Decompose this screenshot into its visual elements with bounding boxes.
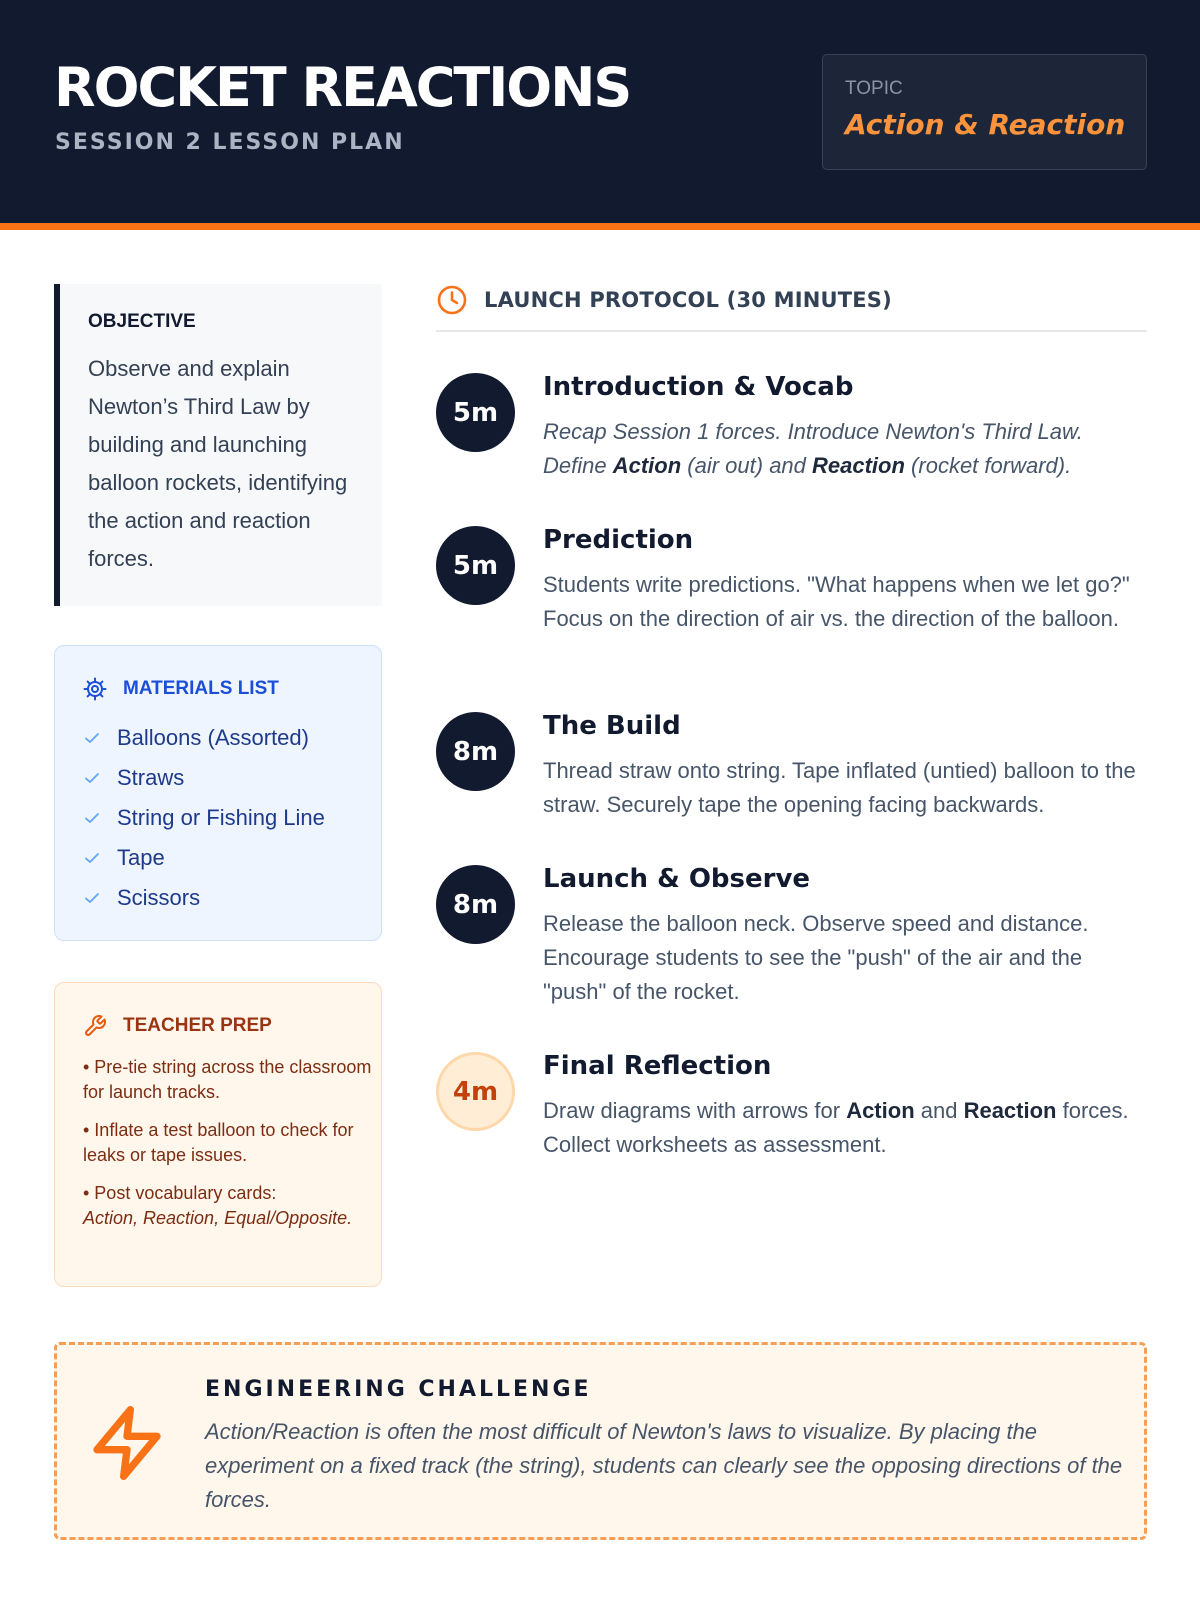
step-description: Students write predictions. "What happens when we let go?" Focus on the direction of air vs. the direction of the balloon.: [543, 572, 1130, 631]
topic-box: [822, 54, 1147, 170]
step-title: Launch & Observe: [543, 864, 811, 894]
material-item-label: Straws: [117, 765, 185, 790]
material-item-label: Balloons (Assorted): [117, 725, 309, 750]
teacher-prep-card: [54, 982, 382, 1287]
list-item: [83, 798, 325, 838]
step-title: The Build: [543, 711, 681, 741]
objective-card: [54, 284, 382, 606]
challenge-heading: ENGINEERING CHALLENGE: [205, 1377, 592, 1402]
check-icon: [83, 769, 101, 787]
step-title: Prediction: [543, 525, 694, 555]
check-icon: [83, 809, 101, 827]
clock-icon: [436, 284, 468, 316]
prep-heading: TEACHER PREP: [123, 1015, 272, 1036]
material-item-label: Tape: [117, 845, 165, 870]
list-item: [83, 718, 325, 758]
topic-value: Action & Reaction: [845, 108, 1126, 141]
step-description: Release the balloon neck. Observe speed and distance. Encourage students to see the "push" of the air and the "push" of the rocket.: [543, 911, 1089, 1004]
prep-item: • Pre-tie string across the classroom for launch tracks.: [83, 1057, 372, 1102]
step-text: Draw diagrams with arrows for: [543, 1098, 847, 1123]
wrench-icon: [83, 1014, 107, 1038]
topic-label: TOPIC: [845, 78, 903, 99]
check-icon: [83, 889, 101, 907]
step-description: [543, 1094, 1143, 1162]
prep-list: [83, 1055, 373, 1244]
prep-header: [83, 1011, 272, 1041]
step-text: (air out) and: [681, 453, 813, 478]
page-title: ROCKET REACTIONS: [54, 56, 631, 119]
prep-item: [83, 1181, 373, 1231]
step-term-reaction: Reaction: [812, 453, 905, 478]
engineering-challenge-box: [54, 1342, 1147, 1540]
step-text: and: [914, 1098, 964, 1123]
objective-text: Observe and explain Newton’s Third Law by building and launching balloon rockets, identifying the action and reaction forces.: [88, 356, 348, 571]
prep-item: • Inflate a test balloon to check for leaks or tape issues.: [83, 1120, 354, 1165]
step-time-badge: 8m: [436, 865, 515, 944]
check-icon: [83, 729, 101, 747]
prep-vocab-list: Action, Reaction, Equal/Opposite.: [83, 1208, 353, 1228]
step-text: Recap Session 1 forces. Introduce Newton's Third Law. Define: [543, 419, 1083, 478]
step-text: (rocket forward).: [904, 453, 1072, 478]
list-item: [83, 878, 325, 918]
step-time-badge: 8m: [436, 712, 515, 791]
list-item: [83, 838, 325, 878]
materials-header: [83, 674, 279, 704]
materials-list: [83, 718, 325, 918]
protocol-heading: LAUNCH PROTOCOL (30 MINUTES): [484, 288, 892, 312]
list-item: [83, 758, 325, 798]
challenge-text: Action/Reaction is often the most difficult of Newton's laws to visualize. By placing the experiment on a fixed track (the string), students can clearly see the opposing directions of the forces.: [205, 1419, 1123, 1512]
step-title: Final Reflection: [543, 1051, 772, 1081]
step-text: forces. Collect worksheets as assessment.: [543, 1098, 1129, 1157]
step-time-badge: 4m: [436, 1052, 515, 1131]
step-term-action: Action: [612, 453, 682, 478]
protocol-header: [436, 284, 1147, 332]
check-icon: [83, 849, 101, 867]
materials-card: [54, 645, 382, 941]
page-header: [0, 0, 1200, 230]
objective-heading: OBJECTIVE: [88, 311, 196, 332]
step-description: Thread straw onto string. Tape inflated (untied) balloon to the straw. Securely tape the opening facing backwards.: [543, 758, 1136, 817]
page-subtitle: SESSION 2 LESSON PLAN: [55, 130, 405, 155]
step-term-reaction: Reaction: [963, 1098, 1057, 1123]
step-time-badge: 5m: [436, 526, 515, 605]
material-item-label: String or Fishing Line: [117, 805, 325, 830]
step-description: [543, 415, 1143, 483]
step-time-badge: 5m: [436, 373, 515, 452]
step-title: Introduction & Vocab: [543, 372, 854, 402]
material-item-label: Scissors: [117, 885, 201, 910]
materials-heading: MATERIALS LIST: [123, 678, 279, 699]
step-term-action: Action: [846, 1098, 915, 1123]
gear-icon: [83, 677, 107, 701]
lightning-bolt-icon: [87, 1403, 167, 1483]
prep-item-text: • Post vocabulary cards:: [83, 1183, 277, 1203]
